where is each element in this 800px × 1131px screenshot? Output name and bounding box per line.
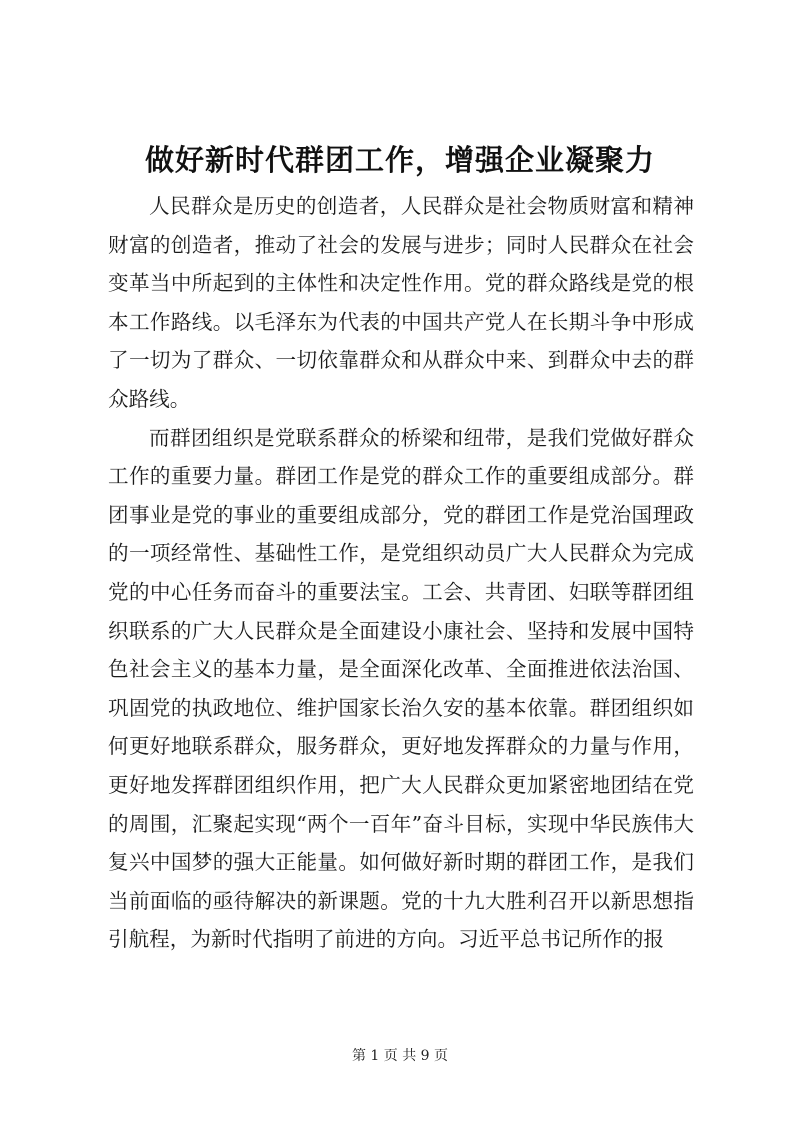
- document-body: [108, 187, 694, 959]
- paragraph-1: 人民群众是历史的创造者，人民群众是社会物质财富和精神财富的创造者，推动了社会的发展与进步；同时人民群众在社会变革当中所起到的主体性和决定性作用。党的群众路线是党的根本工作路线。以毛泽东为代表的中国共产党人在长期斗争中形成了一切为了群众、一切依靠群众和从群众中来、到群众中去的群众路线。: [108, 194, 694, 411]
- page-footer: 第 1 页 共 9 页: [351, 1048, 449, 1064]
- paragraph-2: 而群团组织是党联系群众的桥梁和纽带，是我们党做好群众工作的重要力量。群团工作是党的群众工作的重要组成部分。群团事业是党的事业的重要组成部分，党的群团工作是党治国理政的一项经常性、基础性工作，是党组织动员广大人民群众为完成党的中心任务而奋斗的重要法宝。工会、共青团、妇联等群团组织联系的广大人民群众是全面建设小康社会、坚持和发展中国特色社会主义的基本力量，是全面深化改革、全面推进依法治国、巩固党的执政地位、维护国家长治久安的基本依靠。群团组织如何更好地联系群众，服务群众，更好地发挥群众的力量与作用，更好地发挥群团组织作用，把广大人民群众更加紧密地团结在党的周围，汇聚起实现“两个一百年”奋斗目标，实现中华民族伟大复兴中国梦的强大正能量。如何做好新时期的群团工作，是我们当前面临的亟待解决的新课题。党的十九大胜利召开以新思想指引航程，为新时代指明了前进的方向。习近平总书记所作的报: [108, 425, 694, 952]
- document-title: 做好新时代群团工作，增强企业凝聚力: [144, 143, 655, 177]
